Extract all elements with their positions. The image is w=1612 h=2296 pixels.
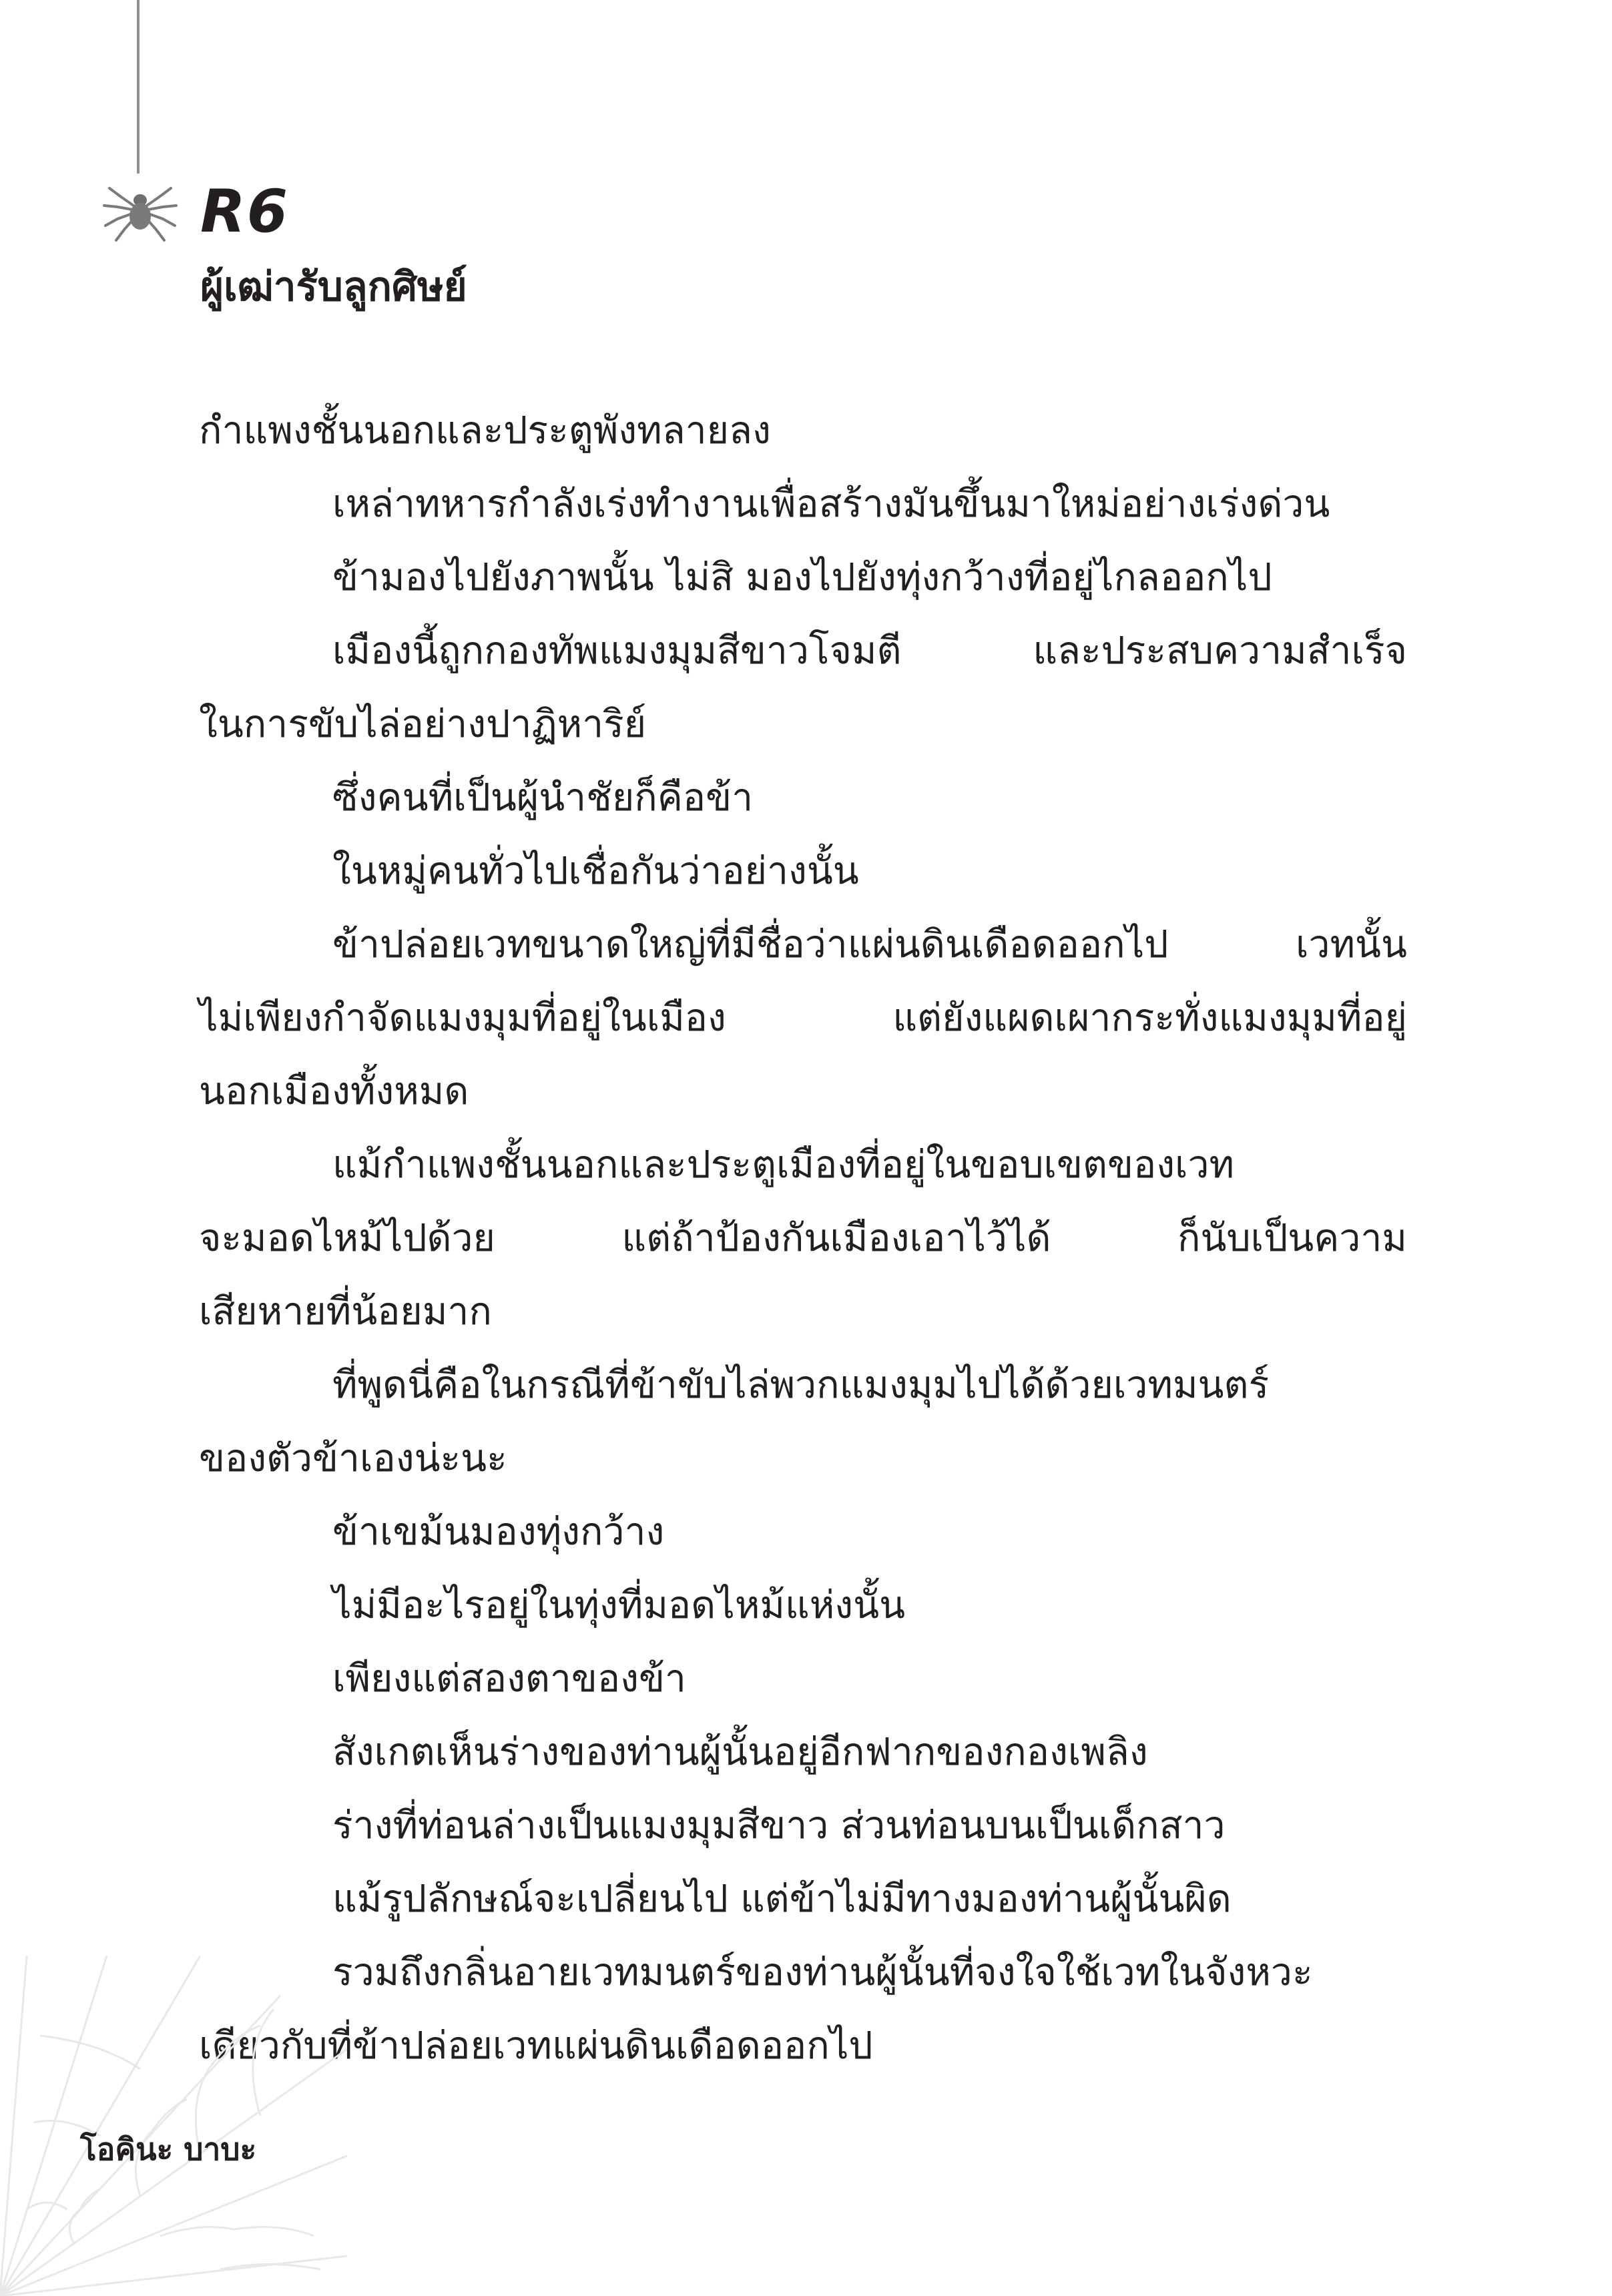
- spider-thread: [137, 0, 140, 174]
- text-line: เมืองนี้ถูกกองทัพแมงมุมสีขาวโจมตี และประสบความสำเร็จ: [332, 629, 1407, 673]
- text-line: ข้าปล่อยเวทขนาดใหญ่ที่มีชื่อว่าแผ่นดินเดือดออกไป เวทนั้น: [332, 922, 1407, 966]
- page-footer-author: โอคินะ บาบะ: [80, 2131, 257, 2167]
- text-line: ในหมู่คนทั่วไปเชื่อกันว่าอย่างนั้น: [332, 849, 859, 893]
- text-line: ข้ามองไปยังภาพนั้น ไม่สิ มองไปยังทุ่งกว้างที่อยู่ไกลออกไป: [332, 555, 1272, 599]
- text-line: ไม่มีอะไรอยู่ในทุ่งที่มอดไหม้แห่งนั้น: [332, 1583, 906, 1627]
- text-line: แม้รูปลักษณ์จะเปลี่ยนไป แต่ข้าไม่มีทางมองท่านผู้นั้นผิด: [332, 1877, 1232, 1921]
- chapter-number: R6: [200, 177, 289, 246]
- chapter-title: ผู้เฒ่ารับลูกศิษย์: [200, 264, 467, 310]
- text-line: เหล่าทหารกำลังเร่งทำงานเพื่อสร้างมันขึ้นมาใหม่อย่างเร่งด่วน: [332, 482, 1330, 526]
- text-line: กำแพงชั้นนอกและประตูพังทลายลง: [199, 408, 771, 453]
- spider-icon: [100, 167, 180, 247]
- text-line: ของตัวข้าเองน่ะนะ: [199, 1436, 507, 1480]
- text-line: ร่างที่ท่อนล่างเป็นแมงมุมสีขาว ส่วนท่อนบนเป็นเด็กสาว: [332, 1803, 1226, 1847]
- text-line: ไม่เพียงกำจัดแมงมุมที่อยู่ในเมือง แต่ยังแผดเผากระทั่งแมงมุมที่อยู่: [199, 996, 1407, 1040]
- text-line: เสียหายที่น้อยมาก: [199, 1289, 492, 1334]
- text-line: จะมอดไหม้ไปด้วย แต่ถ้าป้องกันเมืองเอาไว้ได้ ก็นับเป็นความ: [199, 1216, 1407, 1260]
- text-line: ในการขับไล่อย่างปาฏิหาริย์: [199, 702, 647, 746]
- text-line: นอกเมืองทั้งหมด: [199, 1069, 469, 1113]
- text-line: เพียงแต่สองตาของข้า: [332, 1657, 686, 1701]
- text-line: สังเกตเห็นร่างของท่านผู้นั้นอยู่อีกฟากของกองเพลิง: [332, 1730, 1148, 1774]
- text-line: ข้าเขม้นมองทุ่งกว้าง: [332, 1510, 665, 1554]
- text-line: เดียวกับที่ข้าปล่อยเวทแผ่นดินเดือดออกไป: [199, 2024, 873, 2068]
- text-line: แม้กำแพงชั้นนอกและประตูเมืองที่อยู่ในขอบเขตของเวท: [332, 1143, 1235, 1187]
- chapter-body: [199, 394, 1407, 2082]
- text-line: ที่พูดนี่คือในกรณีที่ข้าขับไล่พวกแมงมุมไปได้ด้วยเวทมนตร์: [332, 1363, 1270, 1407]
- text-line: ซึ่งคนที่เป็นผู้นำชัยก็คือข้า: [332, 776, 754, 820]
- text-line: รวมถึงกลิ่นอายเวทมนตร์ของท่านผู้นั้นที่จงใจใช้เวทในจังหวะ: [332, 1950, 1313, 1994]
